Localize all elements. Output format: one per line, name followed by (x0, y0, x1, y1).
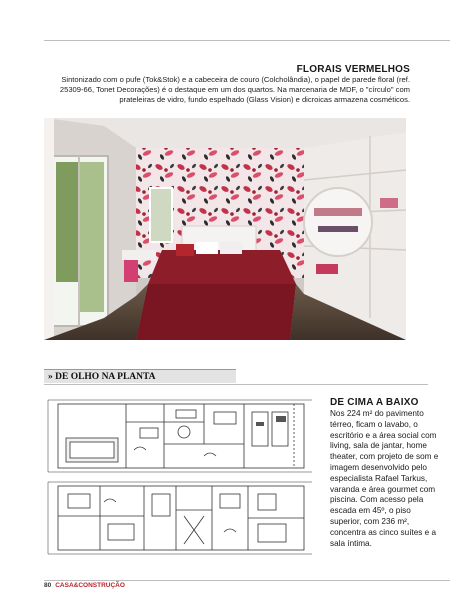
section-header (44, 369, 428, 385)
page-footer (44, 582, 125, 590)
sidebar-body: Nos 224 m² do pavimento térreo, ficam o lavabo, o escritório e a área social com living, sala de jantar, home theater, com projeto de som e imagem desenvolvido pelo especialista Rafael Tarkus, varanda e área gourmet com piscina. Com acesso pela escada em 45º, o piso superior, com 236 m², concentra as cinco suítes e a sala íntima. (330, 409, 439, 548)
page-number: 80 (44, 582, 52, 589)
top-rule (44, 40, 450, 41)
floor-plans-drawing (44, 398, 316, 560)
bottom-rule (44, 580, 450, 581)
section-label: » DE OLHO NA PLANTA (44, 369, 236, 383)
sidebar-title: DE CIMA A BAIXO (330, 397, 419, 408)
bedroom-photo (44, 118, 406, 340)
article-caption: Sintonizado com o pufe (Tok&Stok) e a cabeceira de couro (Colcholândia), o papel de parede floral (ref. 25309-66, Tonet Decorações) é o destaque em um dos quartos. Na marcenaria de MDF, o "círculo" com prateleiras de vidro, fundo espelhado (Glass Vision) e dicroicas armazena cosméticos. (59, 75, 410, 104)
article-title: FLORAIS VERMELHOS (296, 64, 410, 75)
magazine-name: CASA&CONSTRUÇÃO (55, 582, 125, 589)
